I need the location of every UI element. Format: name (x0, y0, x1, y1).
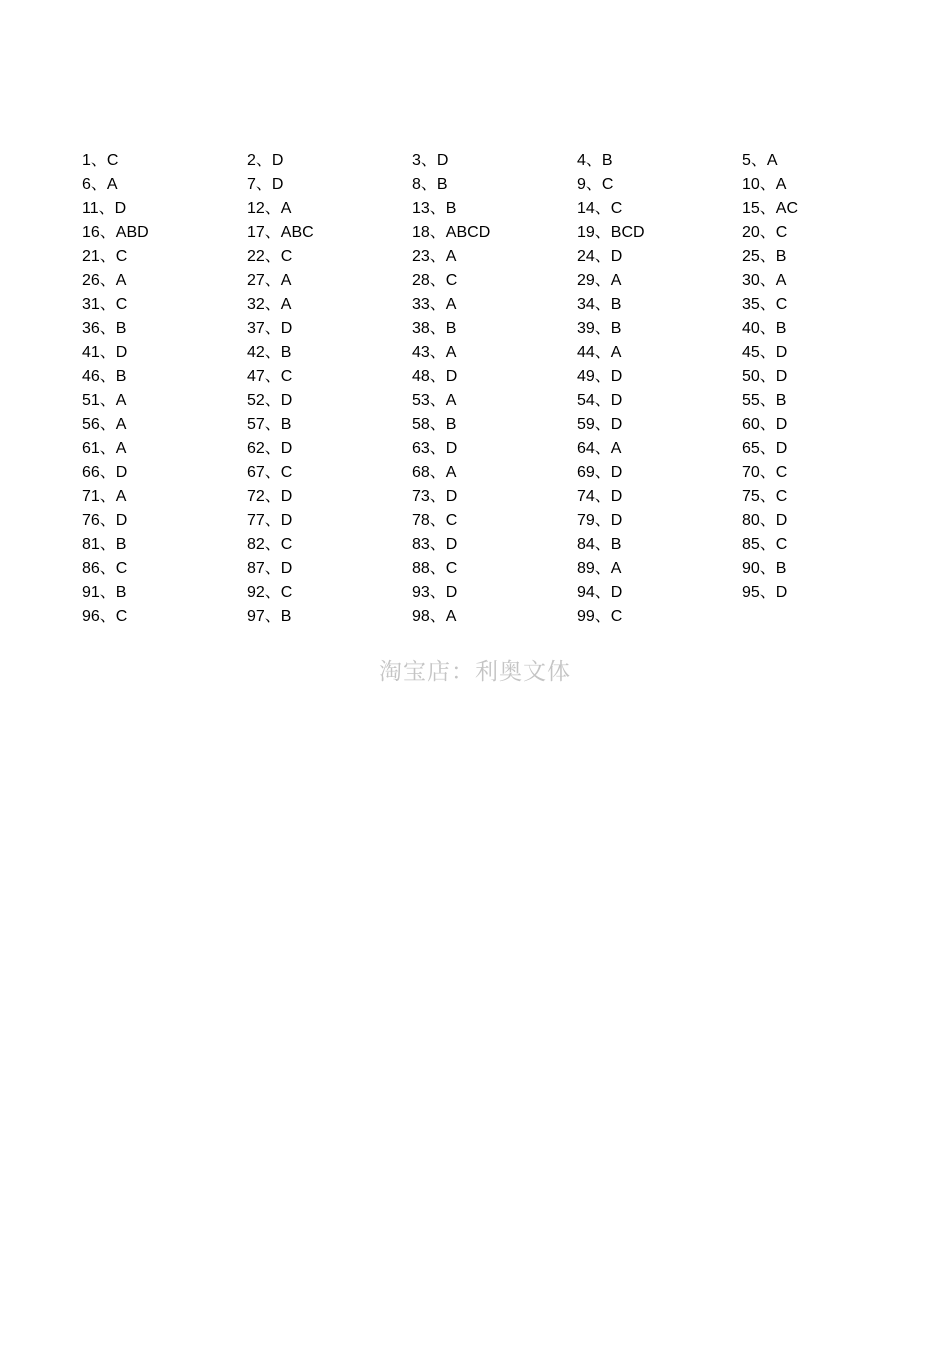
answer-item: 80、D (742, 512, 788, 529)
answer-item: 73、D (412, 488, 458, 505)
shop-watermark: 淘宝店：利奥文体 (379, 659, 571, 685)
answer-item: 9、C (577, 176, 614, 193)
answer-item: 68、A (412, 464, 457, 481)
answer-item: 46、B (82, 368, 127, 385)
answer-item: 15、AC (742, 200, 799, 217)
answer-item: 3、D (412, 152, 449, 169)
answer-item: 69、D (577, 464, 623, 481)
answer-item: 43、A (412, 344, 457, 361)
answer-item: 54、D (577, 392, 623, 409)
answer-item: 57、B (247, 416, 292, 433)
answer-item: 99、C (577, 608, 623, 625)
answer-item: 86、C (82, 560, 128, 577)
answer-item: 87、D (247, 560, 293, 577)
answer-item: 35、C (742, 296, 788, 313)
answer-item: 63、D (412, 440, 458, 457)
answer-item: 95、D (742, 584, 788, 601)
answer-item: 24、D (577, 248, 623, 265)
answer-item: 92、C (247, 584, 293, 601)
answer-item: 48、D (412, 368, 458, 385)
answer-item: 39、B (577, 320, 622, 337)
answer-item: 55、B (742, 392, 787, 409)
answer-item: 12、A (247, 200, 292, 217)
answer-item: 45、D (742, 344, 788, 361)
answer-item: 20、C (742, 224, 788, 241)
answer-item: 59、D (577, 416, 623, 433)
answer-item: 82、C (247, 536, 293, 553)
answer-item: 4、B (577, 152, 613, 169)
answer-item: 25、B (742, 248, 787, 265)
answer-item: 60、D (742, 416, 788, 433)
answer-item: 65、D (742, 440, 788, 457)
answer-item: 33、A (412, 296, 457, 313)
answer-item: 8、B (412, 176, 448, 193)
answer-item: 53、A (412, 392, 457, 409)
answer-item: 47、C (247, 368, 293, 385)
answer-item: 91、B (82, 584, 127, 601)
answer-key-grid (82, 149, 882, 629)
answer-item: 16、ABD (82, 224, 149, 241)
answer-item: 51、A (82, 392, 127, 409)
answer-item: 13、B (412, 200, 457, 217)
answer-item: 71、A (82, 488, 127, 505)
answer-item: 5、A (742, 152, 778, 169)
answer-item: 21、C (82, 248, 128, 265)
answer-item: 96、C (82, 608, 128, 625)
answer-item: 22、C (247, 248, 293, 265)
answer-item: 34、B (577, 296, 622, 313)
answer-item: 66、D (82, 464, 128, 481)
answer-item: 19、BCD (577, 224, 645, 241)
answer-item: 30、A (742, 272, 787, 289)
answer-item: 76、D (82, 512, 128, 529)
answer-item: 27、A (247, 272, 292, 289)
answer-item: 32、A (247, 296, 292, 313)
answer-item: 2、D (247, 152, 284, 169)
answer-item: 14、C (577, 200, 623, 217)
answer-item: 7、D (247, 176, 284, 193)
answer-item: 6、A (82, 176, 118, 193)
answer-item: 50、D (742, 368, 788, 385)
answer-item: 56、A (82, 416, 127, 433)
answer-item: 97、B (247, 608, 292, 625)
answer-item: 18、ABCD (412, 224, 491, 241)
answer-item: 49、D (577, 368, 623, 385)
answer-item: 70、C (742, 464, 788, 481)
answer-item: 84、B (577, 536, 622, 553)
answer-item: 83、D (412, 536, 458, 553)
answer-item: 28、C (412, 272, 458, 289)
answer-item: 41、D (82, 344, 128, 361)
answer-item: 58、B (412, 416, 457, 433)
answer-item: 90、B (742, 560, 787, 577)
answer-item: 31、C (82, 296, 128, 313)
answer-item: 61、A (82, 440, 127, 457)
answer-item: 81、B (82, 536, 127, 553)
answer-item: 40、B (742, 320, 787, 337)
answer-item: 85、C (742, 536, 788, 553)
answer-item: 74、D (577, 488, 623, 505)
answer-item: 1、C (82, 152, 119, 169)
answer-item: 23、A (412, 248, 457, 265)
answer-item: 62、D (247, 440, 293, 457)
answer-item: 98、A (412, 608, 457, 625)
answer-item: 17、ABC (247, 224, 314, 241)
answer-item: 93、D (412, 584, 458, 601)
answer-item: 77、D (247, 512, 293, 529)
answer-item: 88、C (412, 560, 458, 577)
answer-item: 10、A (742, 176, 787, 193)
answer-item: 11、D (82, 200, 127, 217)
answer-item: 26、A (82, 272, 127, 289)
answer-item: 42、B (247, 344, 292, 361)
answer-item: 44、A (577, 344, 622, 361)
answer-item: 29、A (577, 272, 622, 289)
answer-item: 52、D (247, 392, 293, 409)
answer-item: 94、D (577, 584, 623, 601)
answer-item: 38、B (412, 320, 457, 337)
answer-item: 64、A (577, 440, 622, 457)
answer-item: 67、C (247, 464, 293, 481)
answer-item: 79、D (577, 512, 623, 529)
answer-item: 36、B (82, 320, 127, 337)
answer-item: 78、C (412, 512, 458, 529)
answer-item: 89、A (577, 560, 622, 577)
answer-item: 72、D (247, 488, 293, 505)
answer-item: 37、D (247, 320, 293, 337)
answer-item: 75、C (742, 488, 788, 505)
